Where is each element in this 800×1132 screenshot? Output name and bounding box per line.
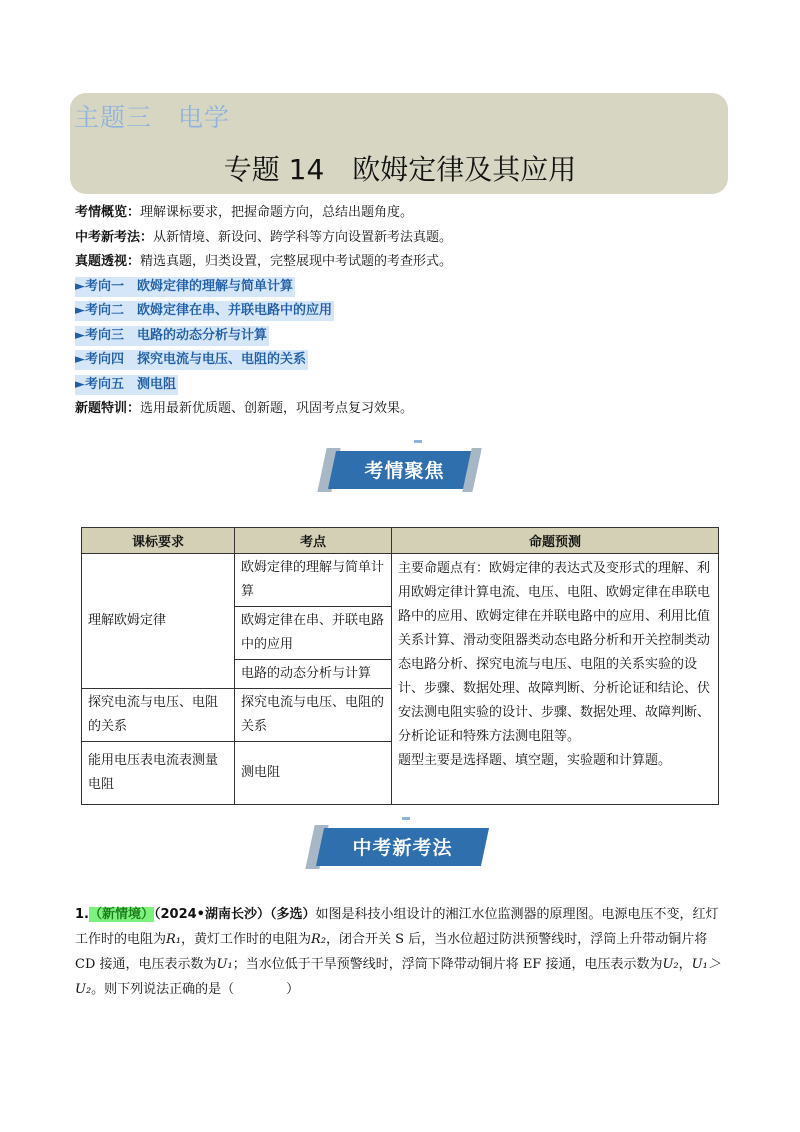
page-title: 专题 14 欧姆定律及其应用 <box>223 153 577 186</box>
direction-link[interactable]: ►考向四 探究电流与电压、电阻的关系 <box>75 348 735 373</box>
requirement-cell: 探究电流与电压、电阻的关系 <box>82 689 235 742</box>
section-banner-new-methods: 中考新考法 <box>310 825 465 867</box>
direction-link[interactable]: ►考向三 电路的动态分析与计算 <box>75 324 735 349</box>
prediction-cell: 主要命题点有：欧姆定律的表达式及变形式的理解、利用欧姆定律计算电流、电压、电阻、欧姆定律在串联电路中的应用、欧姆定律在并联电路中的应用、利用比值关系计算、滑动变阻器类动态电路分析和开关控制类动态电路分析、探究电流与电压、电阻的关系实验的设计、步骤、数据处理、故障判断、分析论证和结论、伏安法测电阻实验的设计、步骤、数据处理、故障判断、分析论证和特殊方法测电阻等。 题型主要是选择题、填空题，实验题和计算题。 <box>392 554 719 805</box>
question-1: 1.（新情境）（2024•湖南长沙）（多选）如图是科技小组设计的湘江水位监测器的原理图。电源电压不变，红灯工作时的电阻为R₁，黄灯工作时的电阻为R₂，闭合开关 S 后，当水位超过防洪预警线时，浮筒上升带动铜片将 CD 接通，电压表示数为U₁；当水位低于干旱预警线时，浮筒下降带动铜片将 EF 接通，电压表示数为U₂，U₁＞U₂。则下列说法正确的是（ ） <box>75 907 721 997</box>
intro-line: 考情概览：理解课标要求，把握命题方向，总结出题角度。 <box>75 205 414 220</box>
table-row <box>82 554 719 607</box>
point-cell: 测电阻 <box>235 742 392 805</box>
new-context-tag: （新情境） <box>88 907 154 922</box>
direction-link[interactable]: ►考向五 测电阻 <box>75 373 735 398</box>
section-banner-focus: 考情聚焦 <box>322 448 477 490</box>
requirement-cell: 理解欧姆定律 <box>82 554 235 689</box>
point-cell: 欧姆定律的理解与简单计算 <box>235 554 392 607</box>
point-cell: 电路的动态分析与计算 <box>235 660 392 689</box>
intro-line: 中考新考法：从新情境、新设问、跨学科等方向设置新考法真题。 <box>75 229 453 245</box>
point-cell: 欧姆定律在串、并联电路中的应用 <box>235 607 392 660</box>
direction-link[interactable]: ►考向二 欧姆定律在串、并联电路中的应用 <box>75 299 735 324</box>
point-cell: 探究电流与电压、电阻的关系 <box>235 689 392 742</box>
requirements-table <box>81 527 719 805</box>
direction-link[interactable]: ►考向一 欧姆定律的理解与简单计算 <box>75 275 735 300</box>
theme-label: 主题三 电学 <box>74 103 231 132</box>
requirement-cell: 能用电压表电流表测量电阻 <box>82 742 235 805</box>
training-line: 新题特训：选用最新优质题、创新题，巩固考点复习效果。 <box>75 401 414 416</box>
intro-line: 真题透视：精选真题，归类设置，完整展现中考试题的考查形式。 <box>75 254 453 269</box>
table-header-row: 课标要求 考点 命题预测 <box>82 528 719 554</box>
overview-section <box>75 201 735 422</box>
